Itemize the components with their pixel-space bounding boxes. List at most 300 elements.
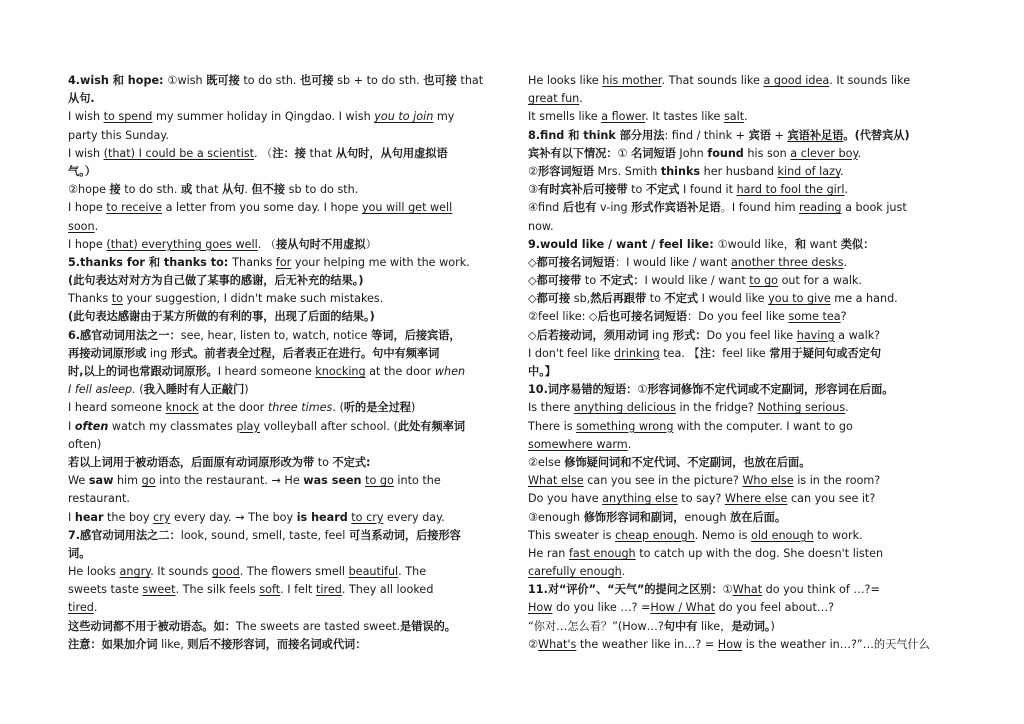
text-segment: saw [88, 474, 114, 488]
text-segment: . The flowers smell [239, 565, 349, 579]
text-segment: 若以上词用于被动语态，后面原有动词原形改为带 [68, 455, 315, 469]
text-segment: is the weather in…?”…的天气什么 [742, 637, 930, 651]
text-segment: 不定式 [664, 292, 699, 306]
text-segment: . It sounds like [829, 74, 911, 87]
text-segment: ③enough [528, 510, 584, 524]
text-segment: 从句时，从句用虚拟语 [335, 146, 448, 160]
text-segment: to receive [106, 201, 163, 215]
text-line [68, 381, 515, 399]
text-segment: look, sound, smell, taste, feel [180, 528, 349, 542]
text-line [68, 108, 515, 126]
text-line [528, 454, 956, 472]
text-line [68, 363, 515, 381]
text-segment: out for a walk. [778, 274, 862, 288]
text-segment: 宾语 [748, 128, 771, 142]
text-segment: to [627, 183, 646, 197]
text-segment: 注意：如果加介词 [68, 637, 158, 651]
text-segment: 名词短语 [631, 146, 676, 160]
text-line [68, 290, 515, 308]
text-segment: 6.感官动词用法之一： [68, 328, 181, 342]
text-line [528, 345, 956, 363]
text-segment: 词。 [68, 546, 91, 560]
text-segment: my summer holiday in Qingdao. I wish [152, 110, 375, 124]
text-segment: . That sounds like [661, 74, 764, 87]
text-segment: He looks like [528, 74, 603, 87]
text-segment: I heard someone [68, 401, 166, 415]
text-segment: 从句 [222, 183, 245, 197]
text-segment: . The silk feels [175, 583, 260, 597]
text-line [528, 327, 956, 345]
text-line [528, 490, 956, 508]
text-segment: John [675, 146, 708, 160]
text-segment: to [314, 455, 333, 469]
text-line [68, 199, 515, 217]
text-segment: often) [68, 437, 102, 451]
text-segment: I hope [68, 201, 107, 215]
text-segment: ) [410, 401, 416, 415]
text-segment: to do sth. [120, 183, 181, 197]
text-line [528, 108, 956, 126]
text-segment: ◇ [528, 274, 537, 288]
text-segment: 既可接 [206, 74, 240, 87]
text-segment: ①wish [167, 74, 207, 87]
text-segment: see, hear, listen to, watch, notice [180, 328, 372, 342]
text-segment: do you feel about…? [715, 601, 835, 615]
text-segment: that [192, 183, 223, 197]
text-segment: 听的是全过程 [343, 401, 411, 415]
text-segment: I [68, 419, 75, 433]
text-line [68, 490, 515, 508]
text-segment: 8.find 和 think 部分用法 [528, 128, 665, 142]
text-segment: I heard someone [217, 365, 316, 378]
text-segment: to say? [677, 492, 725, 506]
text-segment: What else [528, 474, 584, 488]
text-line [528, 399, 956, 417]
text-segment: fast enough [568, 546, 636, 560]
text-segment: good [211, 565, 240, 579]
text-segment: Do you have [528, 492, 603, 506]
text-segment: soft [259, 583, 281, 597]
text-segment: ②feel like: ◇ [528, 310, 598, 324]
text-line [68, 327, 515, 345]
text-segment: his son [743, 146, 791, 160]
text-segment: . [840, 164, 844, 178]
text-line [528, 599, 956, 617]
text-segment: ③ [528, 183, 539, 197]
text-segment: 宾语补足语 [787, 128, 844, 142]
text-segment: my [433, 110, 455, 124]
text-segment: a walk? [834, 328, 881, 342]
text-segment: Who else [742, 474, 794, 488]
text-line [528, 72, 956, 90]
text-segment: ) [244, 383, 249, 397]
text-line [528, 436, 956, 454]
text-segment: ①would like， [717, 237, 795, 251]
text-segment: sb, [570, 292, 591, 306]
text-segment: cry [153, 510, 171, 524]
text-segment: Do you feel like [706, 328, 797, 342]
text-line [68, 236, 515, 254]
text-segment: . [857, 146, 862, 160]
text-segment: sb to do sth. [285, 183, 359, 197]
text-segment: 接从句时不用虚拟 [276, 237, 366, 251]
text-segment: ② [528, 164, 539, 178]
text-segment: do you like …? = [552, 601, 651, 615]
text-line [68, 90, 515, 108]
text-segment: ) [770, 619, 775, 633]
text-segment: do you think of …?= [762, 583, 880, 597]
text-segment: He ran [528, 546, 569, 560]
text-segment: sweet [142, 583, 176, 597]
text-segment: angry [119, 565, 151, 579]
text-segment: 等词，后接宾语， [371, 328, 461, 342]
text-segment: 是动词。 [731, 619, 771, 633]
text-segment: me a hand. [830, 292, 898, 306]
text-line [528, 363, 956, 381]
text-line [68, 145, 515, 163]
text-segment: ：Do you feel like [687, 310, 789, 324]
left-column [68, 72, 515, 654]
text-segment: Thanks [232, 255, 276, 269]
text-segment: ing [648, 328, 673, 342]
text-segment: at the door [198, 401, 268, 415]
text-segment: great fun [528, 92, 580, 106]
text-segment: can you see in the picture? [583, 474, 743, 488]
text-segment: found [707, 146, 744, 160]
text-segment: ② [528, 637, 539, 651]
text-segment: . It sounds [150, 565, 212, 579]
text-segment: in the fridge? [675, 401, 758, 415]
text-segment: 句中有 [663, 619, 698, 633]
text-segment: 。I found him [720, 201, 800, 215]
text-line [68, 454, 515, 472]
text-segment: feel like [722, 346, 770, 360]
text-segment: at the door [365, 365, 435, 378]
text-line [68, 72, 515, 90]
text-segment: 后也可接名词短语 [597, 310, 688, 324]
text-segment: knocking [315, 365, 366, 378]
text-segment: want [806, 237, 841, 251]
text-segment: . [744, 110, 748, 124]
text-segment: The sweets are tasted sweet. [235, 619, 401, 633]
text-segment: every day. → The boy [170, 510, 297, 524]
text-segment: . I felt [280, 583, 316, 597]
text-segment: . （ [254, 146, 273, 160]
text-segment: anything else [602, 492, 678, 506]
text-segment: to catch up with the dog. She doesn't listen [635, 546, 884, 560]
text-segment: ◇ [528, 255, 537, 269]
text-line [68, 272, 515, 290]
text-line [528, 563, 956, 581]
text-segment: is heard [296, 510, 348, 524]
text-segment: three times [267, 401, 333, 415]
text-line [528, 163, 956, 181]
text-segment: ◇ [528, 292, 537, 306]
text-segment: volleyball after school. ( [260, 419, 398, 433]
text-segment: the boy [103, 510, 154, 524]
text-segment: . [627, 437, 632, 451]
text-segment: sweets taste [68, 583, 143, 597]
text-segment: How [528, 601, 553, 615]
text-segment: 再接动词原形或 [68, 346, 147, 360]
text-line [68, 181, 515, 199]
text-segment: knock [165, 401, 199, 415]
text-segment: 形容词短语 [538, 164, 594, 178]
text-segment: your suggestion, I didn't make such mistakes. [122, 292, 384, 306]
text-segment: . [94, 219, 99, 233]
text-line [528, 509, 956, 527]
text-segment: 不定式 [645, 183, 680, 197]
text-segment: I would like [698, 292, 769, 306]
text-line [68, 163, 515, 181]
text-segment: 接 [109, 183, 121, 197]
text-segment: 形式： [672, 328, 707, 342]
text-segment: 是错误的。 [400, 619, 456, 633]
text-line [528, 199, 956, 217]
text-segment: Mrs. Smith [593, 164, 661, 178]
text-segment: is in the room? [793, 474, 881, 488]
text-segment: 。(代替宾从) [843, 128, 910, 142]
text-segment: into the restaurant. → He [155, 474, 304, 488]
text-line [68, 436, 515, 454]
text-segment: ① [637, 383, 648, 397]
text-segment: 宾补有以下情况： [528, 146, 618, 160]
text-segment: 注： [699, 346, 723, 360]
text-segment: often [74, 419, 109, 433]
text-segment: 类似： [840, 237, 875, 251]
text-line [528, 545, 956, 563]
text-segment: 后若接动词，须用动词 [536, 328, 649, 342]
text-segment: 但不接 [251, 183, 286, 197]
text-segment: 这些动词都不用于被动语态。如： [68, 619, 236, 633]
text-line [528, 418, 956, 436]
text-segment: that [305, 146, 336, 160]
text-line [528, 308, 956, 326]
text-segment: 形式作宾语补足语 [631, 201, 721, 215]
text-segment: kind of lazy [777, 164, 841, 178]
text-line [68, 418, 515, 436]
text-segment: cheap enough [615, 528, 695, 542]
text-segment: . [843, 255, 848, 269]
text-line [68, 581, 515, 599]
text-segment: . Nemo is [694, 528, 751, 542]
text-segment: watch my classmates [108, 419, 237, 433]
text-segment: ②hope [68, 183, 110, 197]
text-segment: go [141, 474, 156, 488]
text-segment: your helping me with the work. [291, 255, 470, 269]
text-segment: ing [146, 346, 171, 360]
text-line [528, 618, 956, 636]
text-segment: Is there [528, 401, 574, 415]
text-segment: (that) everything goes well [106, 237, 258, 251]
text-segment: (此句表达感谢由于某方所做的有利的事，出现了后面的结果。) [68, 310, 375, 324]
text-segment: some tea [788, 310, 841, 324]
text-segment: He looks [68, 565, 120, 579]
text-segment: . The [398, 565, 427, 579]
text-segment: 7.感官动词用法之二： [68, 528, 181, 542]
text-segment: you to join [374, 110, 434, 124]
text-segment: 9.would like / want / feel like: [528, 237, 718, 251]
text-segment: her husband [700, 164, 778, 178]
text-line [68, 509, 515, 527]
text-segment: This sweater is [528, 528, 616, 542]
text-segment: ：I would like / want [614, 255, 731, 269]
text-segment: ④find [528, 201, 563, 215]
text-segment: 10.词序易错的短语： [528, 383, 638, 397]
text-segment: soon [68, 219, 95, 233]
text-segment: to go [365, 474, 394, 488]
text-segment: a letter from you some day. I hope [162, 201, 362, 215]
text-segment: to do sth. [239, 74, 301, 87]
text-segment: 此处有频率词 [397, 419, 466, 433]
text-segment: ① [722, 583, 733, 597]
text-segment: tired [315, 583, 342, 597]
text-segment: something wrong [576, 419, 674, 433]
text-line [68, 308, 515, 326]
text-segment: you will get well [361, 201, 453, 215]
text-line [68, 218, 515, 236]
text-segment: ? [840, 310, 847, 324]
text-line [528, 636, 956, 654]
text-segment: Nothing serious [757, 401, 846, 415]
text-line [528, 218, 956, 236]
text-segment: a book just [841, 201, 907, 215]
text-segment: I don't feel like [528, 346, 615, 360]
text-segment: 不定式： [599, 274, 645, 288]
text-segment: ① [617, 146, 632, 160]
text-segment: hear [74, 510, 104, 524]
text-segment: to cry [351, 510, 384, 524]
text-segment: to spend [103, 110, 153, 124]
text-segment: can you see it? [787, 492, 876, 506]
text-segment: ） [365, 237, 377, 251]
text-segment: reading [799, 201, 842, 215]
text-line [68, 399, 515, 417]
text-segment: the weather like in…? = [576, 637, 718, 651]
text-segment: I would like / want [644, 274, 750, 288]
text-line [68, 618, 515, 636]
text-segment: . They all looked [341, 583, 434, 597]
text-segment: with the computer. I want to go [673, 419, 853, 433]
text-line [528, 272, 956, 290]
text-segment: 都可接 [536, 292, 571, 306]
text-line [528, 581, 956, 599]
text-segment: . [244, 183, 252, 197]
text-segment: There is [528, 419, 577, 433]
text-segment: + [770, 128, 788, 142]
text-segment: 放在后面。 [730, 510, 787, 524]
text-segment: a clever boy [790, 146, 858, 160]
text-segment: tea. 【 [659, 346, 700, 360]
text-segment: v-ing [596, 201, 632, 215]
text-segment: a flower [601, 110, 646, 124]
text-segment: sb + to do sth. [333, 74, 424, 87]
text-segment: 修饰疑问词和不定代词、不定副词，也放在后面。 [564, 455, 811, 469]
text-segment: thinks [660, 164, 701, 178]
text-segment: . [845, 401, 849, 415]
text-segment: old enough [750, 528, 814, 542]
text-segment: every day. [383, 510, 445, 524]
text-segment: drinking [614, 346, 660, 360]
right-column [528, 72, 956, 654]
text-segment: like， [697, 619, 732, 633]
text-segment: hard to fool the girl [736, 183, 845, 197]
text-segment: I wish [68, 146, 104, 160]
text-segment: (that) I could be a scientist [103, 146, 255, 160]
text-segment: 都可接名词短语 [536, 255, 615, 269]
text-segment: 5.thanks for 和 thanks to: [68, 255, 233, 269]
text-segment: It smells like [528, 110, 602, 124]
text-segment: that [456, 74, 484, 87]
text-segment: Where else [724, 492, 788, 506]
text-segment: 11.对“评价”、“天气”的提问之区别： [528, 583, 723, 597]
text-segment: . （ [257, 237, 277, 251]
text-segment: What's [538, 637, 577, 651]
text-segment: What [732, 583, 763, 597]
text-line [528, 527, 956, 545]
text-segment: 也可接 [300, 74, 334, 87]
text-segment: to [646, 292, 665, 306]
text-segment: 不定式: [332, 455, 371, 469]
text-segment: like, [157, 637, 188, 651]
text-segment: enough [684, 510, 731, 524]
text-segment: when [434, 365, 466, 378]
text-line [528, 145, 956, 163]
text-line [528, 290, 956, 308]
text-line [68, 545, 515, 563]
text-segment: ◇ [528, 328, 537, 342]
text-segment: 从句. [68, 92, 95, 106]
text-segment: 我入睡时有人正敲门 [143, 383, 245, 397]
text-segment: Thanks [68, 292, 112, 306]
text-segment: . [621, 565, 626, 579]
text-segment: 修饰形容词和副词， [583, 510, 685, 524]
text-line [68, 127, 515, 145]
text-segment: 中。】 [528, 365, 556, 378]
text-segment: (此句表达对对方为自己做了某事的感谢，后无补充的结果。) [68, 274, 364, 288]
text-line [68, 636, 515, 654]
text-line [68, 599, 515, 617]
text-segment: How / What [650, 601, 716, 615]
text-segment: him [113, 474, 142, 488]
text-segment: . [579, 92, 583, 106]
text-segment: I [68, 510, 75, 524]
text-segment: 形式。前者表全过程，后者表正在进行。句中有频率词 [170, 346, 440, 360]
text-segment: 都可接带 [536, 274, 582, 288]
text-line [68, 254, 515, 272]
text-segment: to work. [813, 528, 863, 542]
text-line [528, 181, 956, 199]
text-segment: 4.wish 和 hope: [68, 74, 168, 87]
text-segment: . [93, 601, 98, 615]
text-line [528, 236, 956, 254]
text-line [68, 563, 515, 581]
text-line [68, 345, 515, 363]
text-segment: 形容词修饰不定代词或不定副词，形容词在后面。 [647, 383, 894, 397]
text-segment: somewhere warm [528, 437, 628, 451]
text-segment: his mother [602, 74, 662, 87]
text-segment: 可当系动词，后接形容 [348, 528, 461, 542]
text-segment: 注：接 [272, 146, 306, 160]
text-segment: : find / think + [664, 128, 749, 142]
text-segment: a good idea [763, 74, 830, 87]
text-line [528, 254, 956, 272]
text-segment: tired [68, 601, 94, 615]
text-segment: 后也有 [562, 201, 597, 215]
text-segment: . ( [332, 401, 344, 415]
text-segment: We [68, 474, 89, 488]
text-line [528, 381, 956, 399]
